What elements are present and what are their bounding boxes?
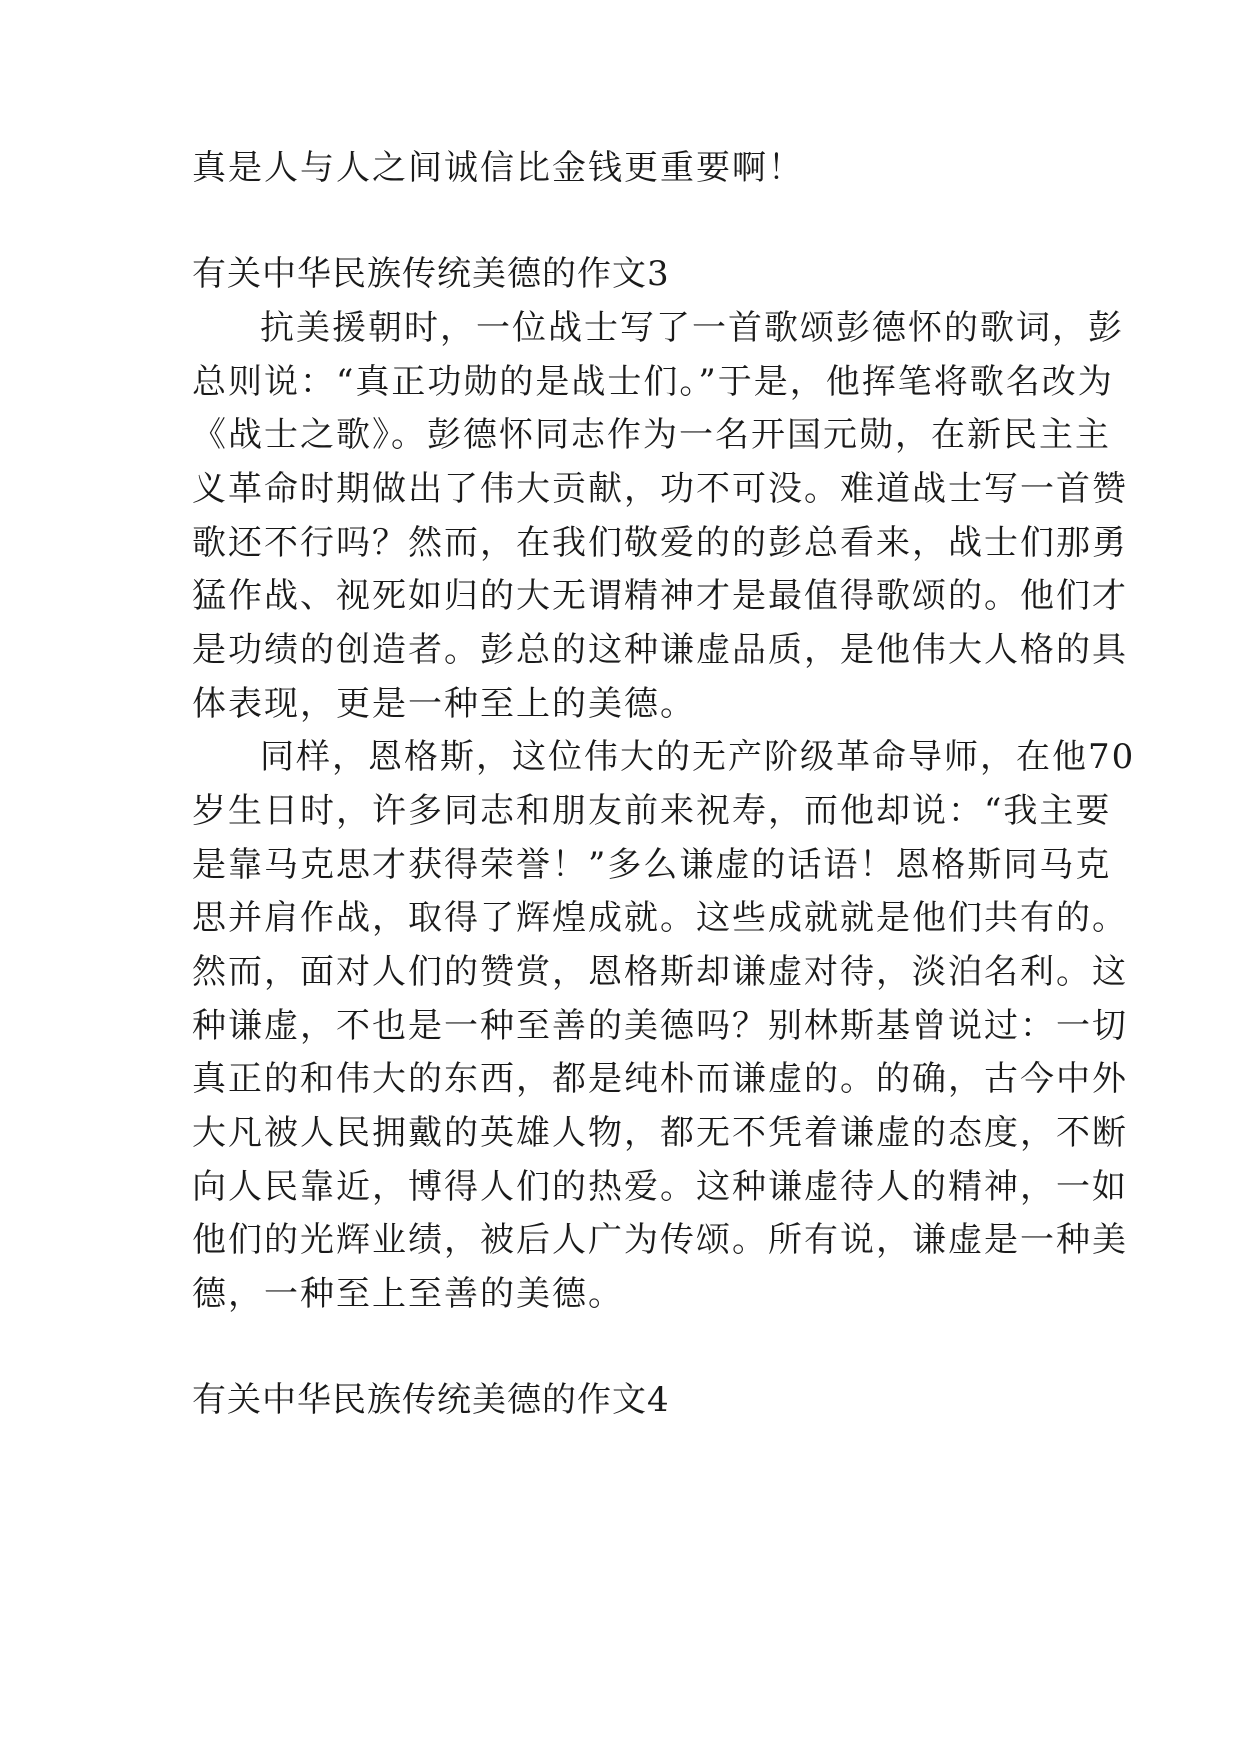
paragraph-line: 然而，面对人们的赞赏，恩格斯却谦虚对待，淡泊名利。这 [192,952,1128,992]
paragraph-line: 向人民靠近，博得人们的热爱。这种谦虚待人的精神，一如 [192,1167,1128,1207]
paragraph-line: 是功绩的创造者。彭总的这种谦虚品质，是他伟大人格的具 [192,630,1128,670]
closing-line: 真是人与人之间诚信比金钱更重要啊！ [192,148,804,188]
section-4-heading: 有关中华民族传统美德的作文4 [192,1380,670,1420]
paragraph-line: 同样，恩格斯，这位伟大的无产阶级革命导师，在他70 [260,737,1136,777]
paragraph-line: 体表现，更是一种至上的美德。 [192,684,696,724]
paragraph-line: 大凡被人民拥戴的英雄人物，都无不凭着谦虚的态度，不断 [192,1113,1128,1153]
paragraph-line: 真正的和伟大的东西，都是纯朴而谦虚的。的确，古今中外 [192,1059,1128,1099]
paragraph-line: 他们的光辉业绩，被后人广为传颂。所有说，谦虚是一种美 [192,1220,1128,1260]
paragraph-line: 《战士之歌》。彭德怀同志作为一名开国元勋，在新民主主 [192,415,1111,455]
paragraph-line: 种谦虚，不也是一种至善的美德吗？别林斯基曾说过：一切 [192,1006,1128,1046]
section-3-heading: 有关中华民族传统美德的作文3 [192,254,670,294]
paragraph-line: 思并肩作战，取得了辉煌成就。这些成就就是他们共有的。 [192,898,1128,938]
paragraph-line: 岁生日时，许多同志和朋友前来祝寿，而他却说：“我主要 [192,791,1112,831]
paragraph-line: 是靠马克思才获得荣誉！”多么谦虚的话语！恩格斯同马克 [192,845,1112,885]
paragraph-line: 义革命时期做出了伟大贡献，功不可没。难道战士写一首赞 [192,469,1128,509]
paragraph-line: 歌还不行吗？然而，在我们敬爱的的彭总看来，战士们那勇 [192,523,1128,563]
paragraph-line: 抗美援朝时，一位战士写了一首歌颂彭德怀的歌词，彭 [260,308,1124,348]
paragraph-line: 总则说：“真正功勋的是战士们。”于是，他挥笔将歌名改为 [192,362,1114,402]
paragraph-line: 德，一种至上至善的美德。 [192,1274,624,1314]
paragraph-line: 猛作战、视死如归的大无谓精神才是最值得歌颂的。他们才 [192,576,1128,616]
